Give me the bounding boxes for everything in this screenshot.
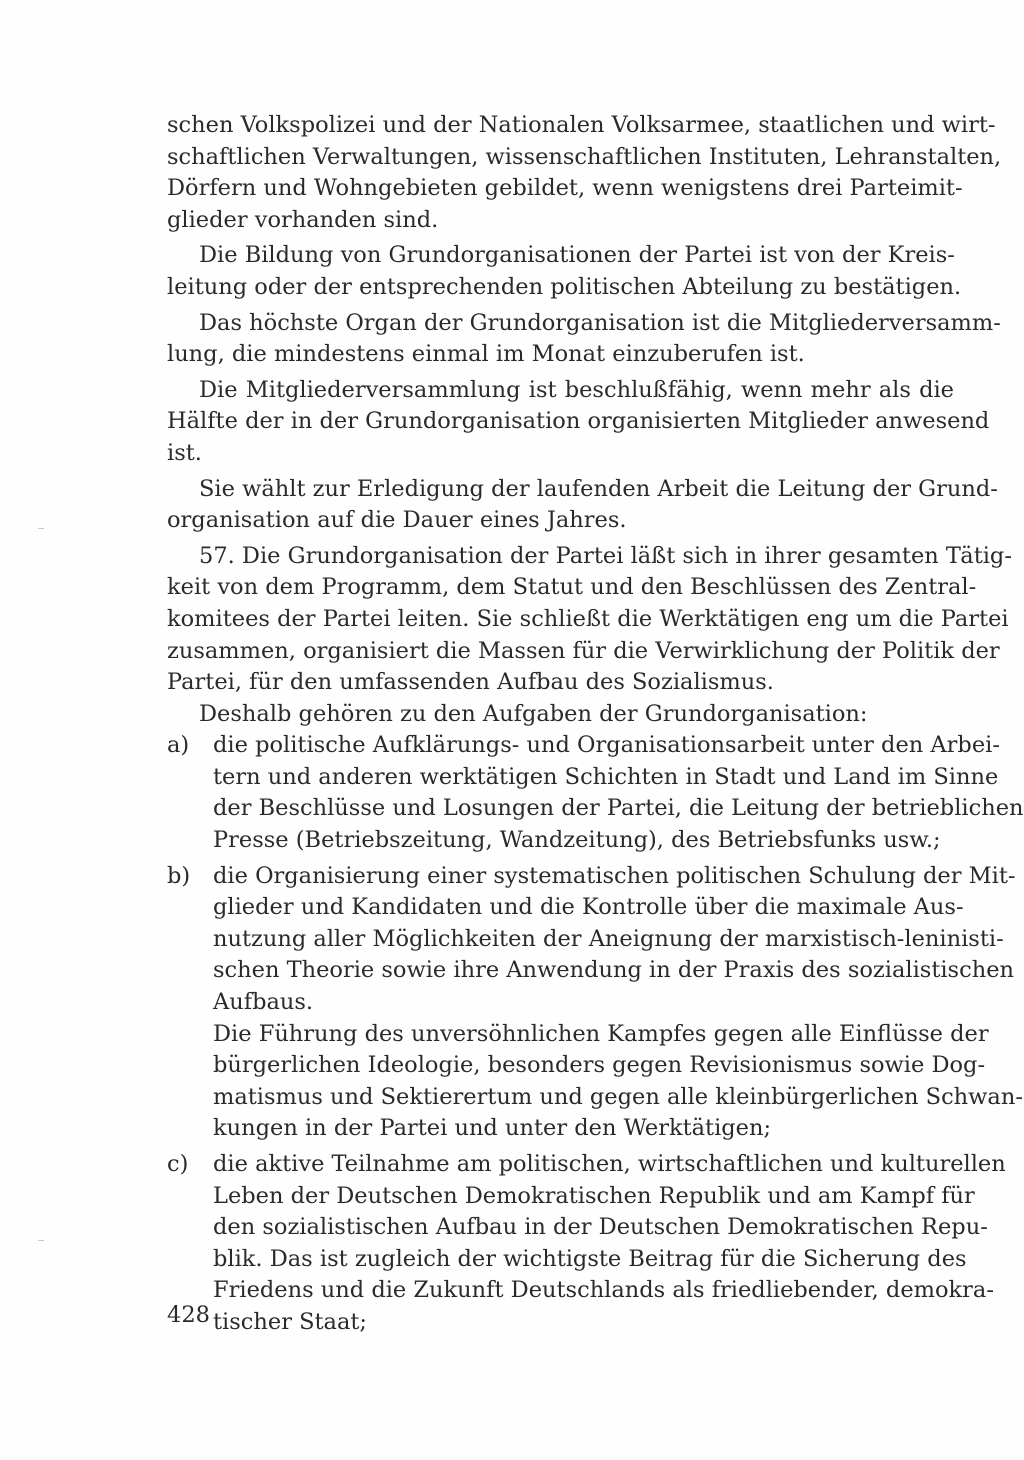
text-line: Das höchste Organ der Grundorganisation ist die Mitgliederversamm- — [199, 309, 1001, 336]
paragraph-highest-organ — [167, 308, 1001, 371]
list-item-c — [167, 1149, 1006, 1339]
paragraph-continuation — [167, 110, 1002, 236]
text-line: den sozialistischen Aufbau in der Deutschen Demokratischen Repu- — [213, 1214, 988, 1241]
tasks-intro: Deshalb gehören zu den Aufgaben der Grundorganisation: — [199, 700, 868, 727]
text-line: Sie wählt zur Erledigung der laufenden Arbeit die Leitung der Grund- — [199, 475, 998, 502]
text-line: bürgerlichen Ideologie, besonders gegen Revisionismus sowie Dog- — [213, 1052, 986, 1079]
text-line: schen Theorie sowie ihre Anwendung in der Praxis des sozialistischen — [213, 957, 1015, 984]
list-marker: c) — [167, 1151, 189, 1177]
text-line: Die Mitgliederversammlung ist beschlußfähig, wenn mehr als die — [199, 376, 954, 403]
paragraph-formation-confirmation — [167, 240, 962, 303]
text-line: die Organisierung einer systematischen politischen Schulung der Mit- — [213, 862, 1016, 889]
text-line: leitung oder der entsprechenden politischen Abteilung zu bestätigen. — [167, 273, 962, 300]
text-line: tern und anderen werktätigen Schichten in Stadt und Land im Sinne — [213, 763, 999, 790]
paragraph-quorum — [167, 375, 990, 470]
text-line: organisation auf die Dauer eines Jahres. — [167, 507, 627, 534]
text-line: Die Führung des unversöhnlichen Kampfes gegen alle Einflüsse der — [213, 1020, 989, 1047]
text-line: schen Volkspolizei und der Nationalen Volksarmee, staatlichen und wirt- — [167, 112, 996, 138]
text-line: komitees der Partei leiten. Sie schließt die Werktätigen eng um die Partei — [167, 605, 1009, 632]
text-line: blik. Das ist zugleich der wichtigste Beitrag für die Sicherung des — [213, 1245, 967, 1272]
text-line: Friedens und die Zukunft Deutschlands als friedliebender, demokra- — [213, 1277, 994, 1304]
scan-mark — [38, 528, 44, 529]
text-line: der Beschlüsse und Losungen der Partei, die Leitung der betrieblichen — [213, 795, 1024, 822]
text-line: matismus und Sektierertum und gegen alle kleinbürgerlichen Schwan- — [213, 1083, 1023, 1110]
text-line: glieder vorhanden sind. — [167, 206, 439, 233]
text-line: keit von dem Programm, dem Statut und den Beschlüssen des Zentral- — [167, 574, 977, 601]
list-marker: a) — [167, 732, 190, 759]
text-line: zusammen, organisiert die Massen für die Verwirklichung der Politik der — [167, 637, 1000, 664]
text-line: die aktive Teilnahme am politischen, wirtschaftlichen und kulturellen — [213, 1151, 1006, 1177]
text-line: glieder und Kandidaten und die Kontrolle über die maximale Aus- — [213, 894, 964, 921]
text-line: Presse (Betriebszeitung, Wandzeitung), des Betriebsfunks usw.; — [213, 827, 941, 854]
section-57 — [167, 541, 1012, 699]
list-marker: b) — [167, 862, 191, 889]
text-line: lung, die mindestens einmal im Monat einzuberufen ist. — [167, 341, 805, 368]
page-number: 428 — [167, 1302, 210, 1328]
text-line: kungen in der Partei und unter den Werktätigen; — [213, 1115, 772, 1142]
text-line: nutzung aller Möglichkeiten der Aneignung der marxistisch-leninisti- — [213, 925, 1004, 952]
text-line: tischer Staat; — [213, 1308, 368, 1335]
list-item-b — [167, 861, 1023, 1145]
text-line: Dörfern und Wohngebieten gebildet, wenn wenigstens drei Parteimit- — [167, 175, 963, 202]
text-line: 57. Die Grundorganisation der Partei läßt sich in ihrer gesamten Tätig- — [199, 542, 1012, 569]
text-line: Leben der Deutschen Demokratischen Republik und am Kampf für — [213, 1182, 975, 1209]
text-line: Hälfte der in der Grundorganisation organisierten Mitglieder anwesend — [167, 408, 990, 435]
list-item-a — [167, 730, 1024, 856]
body-text — [167, 110, 1024, 1339]
text-line: die politische Aufklärungs- und Organisationsarbeit unter den Arbei- — [213, 732, 1000, 759]
text-line: Die Bildung von Grundorganisationen der Partei ist von der Kreis- — [199, 242, 955, 269]
paragraph-leadership-election — [167, 474, 998, 537]
text-line: ist. — [167, 439, 202, 466]
text-line: Aufbaus. — [213, 989, 314, 1016]
text-line: Partei, für den umfassenden Aufbau des Sozialismus. — [167, 669, 774, 696]
text-line: schaftlichen Verwaltungen, wissenschaftlichen Instituten, Lehranstalten, — [167, 143, 1002, 170]
scan-mark — [38, 1240, 44, 1241]
